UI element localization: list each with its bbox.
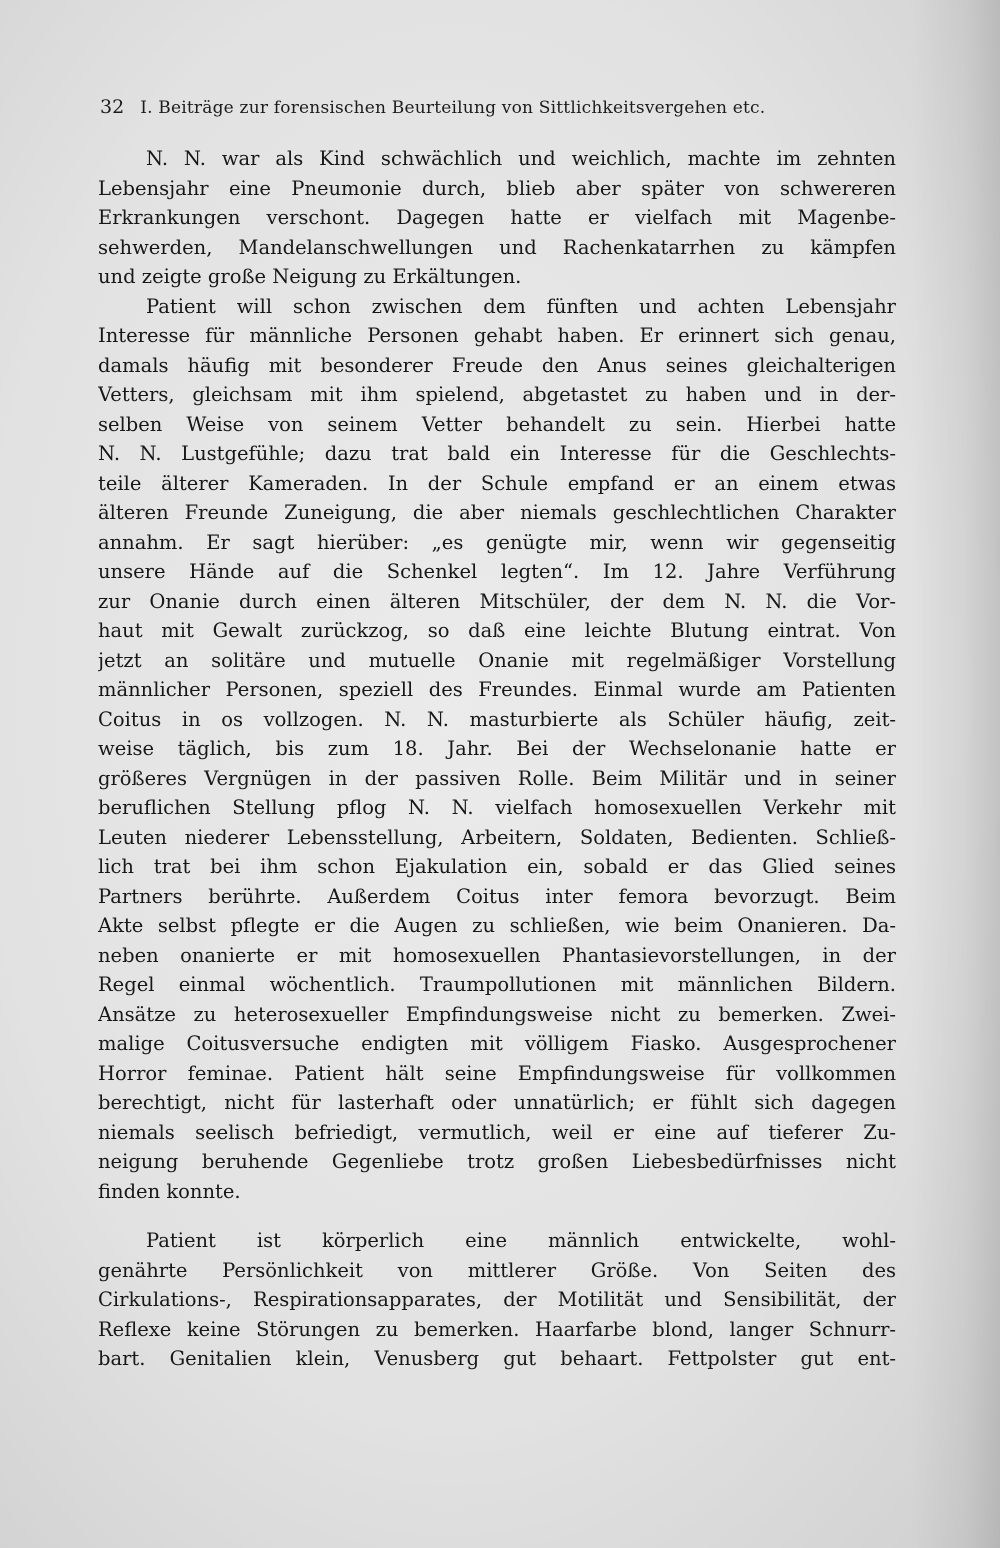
text-line: N. N. war als Kind schwächlich und weichlich, machte im zehnten <box>146 147 896 170</box>
text-line: N. N. Lustgefühle; dazu trat bald ein Interesse für die Geschlechts- <box>98 442 896 465</box>
text-line: Vetters, gleichsam mit ihm spielend, abgetastet zu haben und in der- <box>98 383 896 406</box>
text-line: Horror feminae. Patient hält seine Empfindungsweise für vollkommen <box>98 1061 896 1085</box>
text-line: älteren Freunde Zuneigung, die aber niemals geschlechtlichen Charakter <box>98 501 896 524</box>
body-text <box>98 144 896 1374</box>
text-line: haut mit Gewalt zurückzog, so daß eine leichte Blutung eintrat. Von <box>98 619 896 642</box>
text-line: weise täglich, bis zum 18. Jahr. Bei der Wechselonanie hatte er <box>98 737 896 760</box>
text-line: Lebensjahr eine Pneumonie durch, blieb aber später von schwereren <box>98 176 896 200</box>
text-line: Cirkulations-, Respirationsapparates, der Motilität und Sensibilität, der <box>98 1288 896 1311</box>
text-line: beruflichen Stellung pflog N. N. vielfach homosexuellen Verkehr mit <box>98 796 896 819</box>
running-head: I. Beiträge zur forensischen Beurteilung von Sittlichkeitsvergehen etc. <box>140 98 766 118</box>
text-line: berechtigt, nicht für lasterhaft oder unnatürlich; er fühlt sich dagegen <box>98 1091 896 1114</box>
text-line: selben Weise von seinem Vetter behandelt zu sein. Hierbei hatte <box>98 412 896 436</box>
text-line: finden konnte. <box>98 1179 241 1203</box>
paragraph-gap <box>98 1206 896 1226</box>
text-line: genährte Persönlichkeit von mittlerer Größe. Von Seiten des <box>98 1258 896 1282</box>
text-line: Regel einmal wöchentlich. Traumpollutionen mit männlichen Bildern. <box>98 973 896 996</box>
text-line: damals häufig mit besonderer Freude den Anus seines gleichalterigen <box>98 353 896 377</box>
text-line: bart. Genitalien klein, Venusberg gut behaart. Fettpolster gut ent- <box>98 1347 896 1370</box>
text-line: niemals seelisch befriedigt, vermutlich, weil er eine auf tieferer Zu- <box>98 1120 896 1144</box>
paragraph-1 <box>98 144 896 292</box>
text-line: Leuten niederer Lebensstellung, Arbeitern, Soldaten, Bedienten. Schließ- <box>98 825 896 849</box>
text-line: sehwerden, Mandelanschwellungen und Rachenkatarrhen zu kämpfen <box>98 235 896 259</box>
page-header <box>100 96 900 126</box>
text-line: Coitus in os vollzogen. N. N. masturbierte als Schüler häufig, zeit- <box>98 707 896 731</box>
text-line: malige Coitusversuche endigten mit völligem Fiasko. Ausgesprochener <box>98 1032 896 1055</box>
text-line: zur Onanie durch einen älteren Mitschüler, der dem N. N. die Vor- <box>98 589 896 613</box>
text-line: jetzt an solitäre und mutuelle Onanie mit regelmäßiger Vorstellung <box>98 648 896 672</box>
text-line: teile älterer Kameraden. In der Schule empfand er an einem etwas <box>98 471 896 495</box>
text-line: lich trat bei ihm schon Ejakulation ein, sobald er das Glied seines <box>98 855 896 878</box>
text-line: größeres Vergnügen in der passiven Rolle. Beim Militär und in seiner <box>98 766 896 790</box>
page-number: 32 <box>100 96 125 118</box>
text-line: neigung beruhende Gegenliebe trotz großen Liebesbedürfnisses nicht <box>98 1150 896 1173</box>
text-line: Reflexe keine Störungen zu bemerken. Haarfarbe blond, langer Schnurr- <box>98 1317 896 1341</box>
text-line: Akte selbst pflegte er die Augen zu schließen, wie beim Onanieren. Da- <box>98 914 896 937</box>
text-line: Patient will schon zwischen dem fünften und achten Lebensjahr <box>146 294 896 318</box>
text-line: Partners berührte. Außerdem Coitus inter femora bevorzugt. Beim <box>98 884 896 908</box>
text-line: neben onanierte er mit homosexuellen Phantasievorstellungen, in der <box>98 943 896 967</box>
text-line: Erkrankungen verschont. Dagegen hatte er vielfach mit Magenbe- <box>98 206 896 229</box>
text-line: unsere Hände auf die Schenkel legten“. Im 12. Jahre Verführung <box>98 560 896 583</box>
text-line: Interesse für männliche Personen gehabt haben. Er erinnert sich genau, <box>98 324 896 347</box>
paragraph-2 <box>98 292 896 1207</box>
paragraph-3 <box>98 1226 896 1374</box>
text-line: und zeigte große Neigung zu Erkältungen. <box>98 265 522 288</box>
text-line: Patient ist körperlich eine männlich entwickelte, wohl- <box>146 1229 896 1252</box>
text-line: Ansätze zu heterosexueller Empfindungsweise nicht zu bemerken. Zwei- <box>98 1002 896 1026</box>
text-line: annahm. Er sagt hierüber: „es genügte mir, wenn wir gegenseitig <box>98 530 896 554</box>
text-line: männlicher Personen, speziell des Freundes. Einmal wurde am Patienten <box>98 678 896 701</box>
